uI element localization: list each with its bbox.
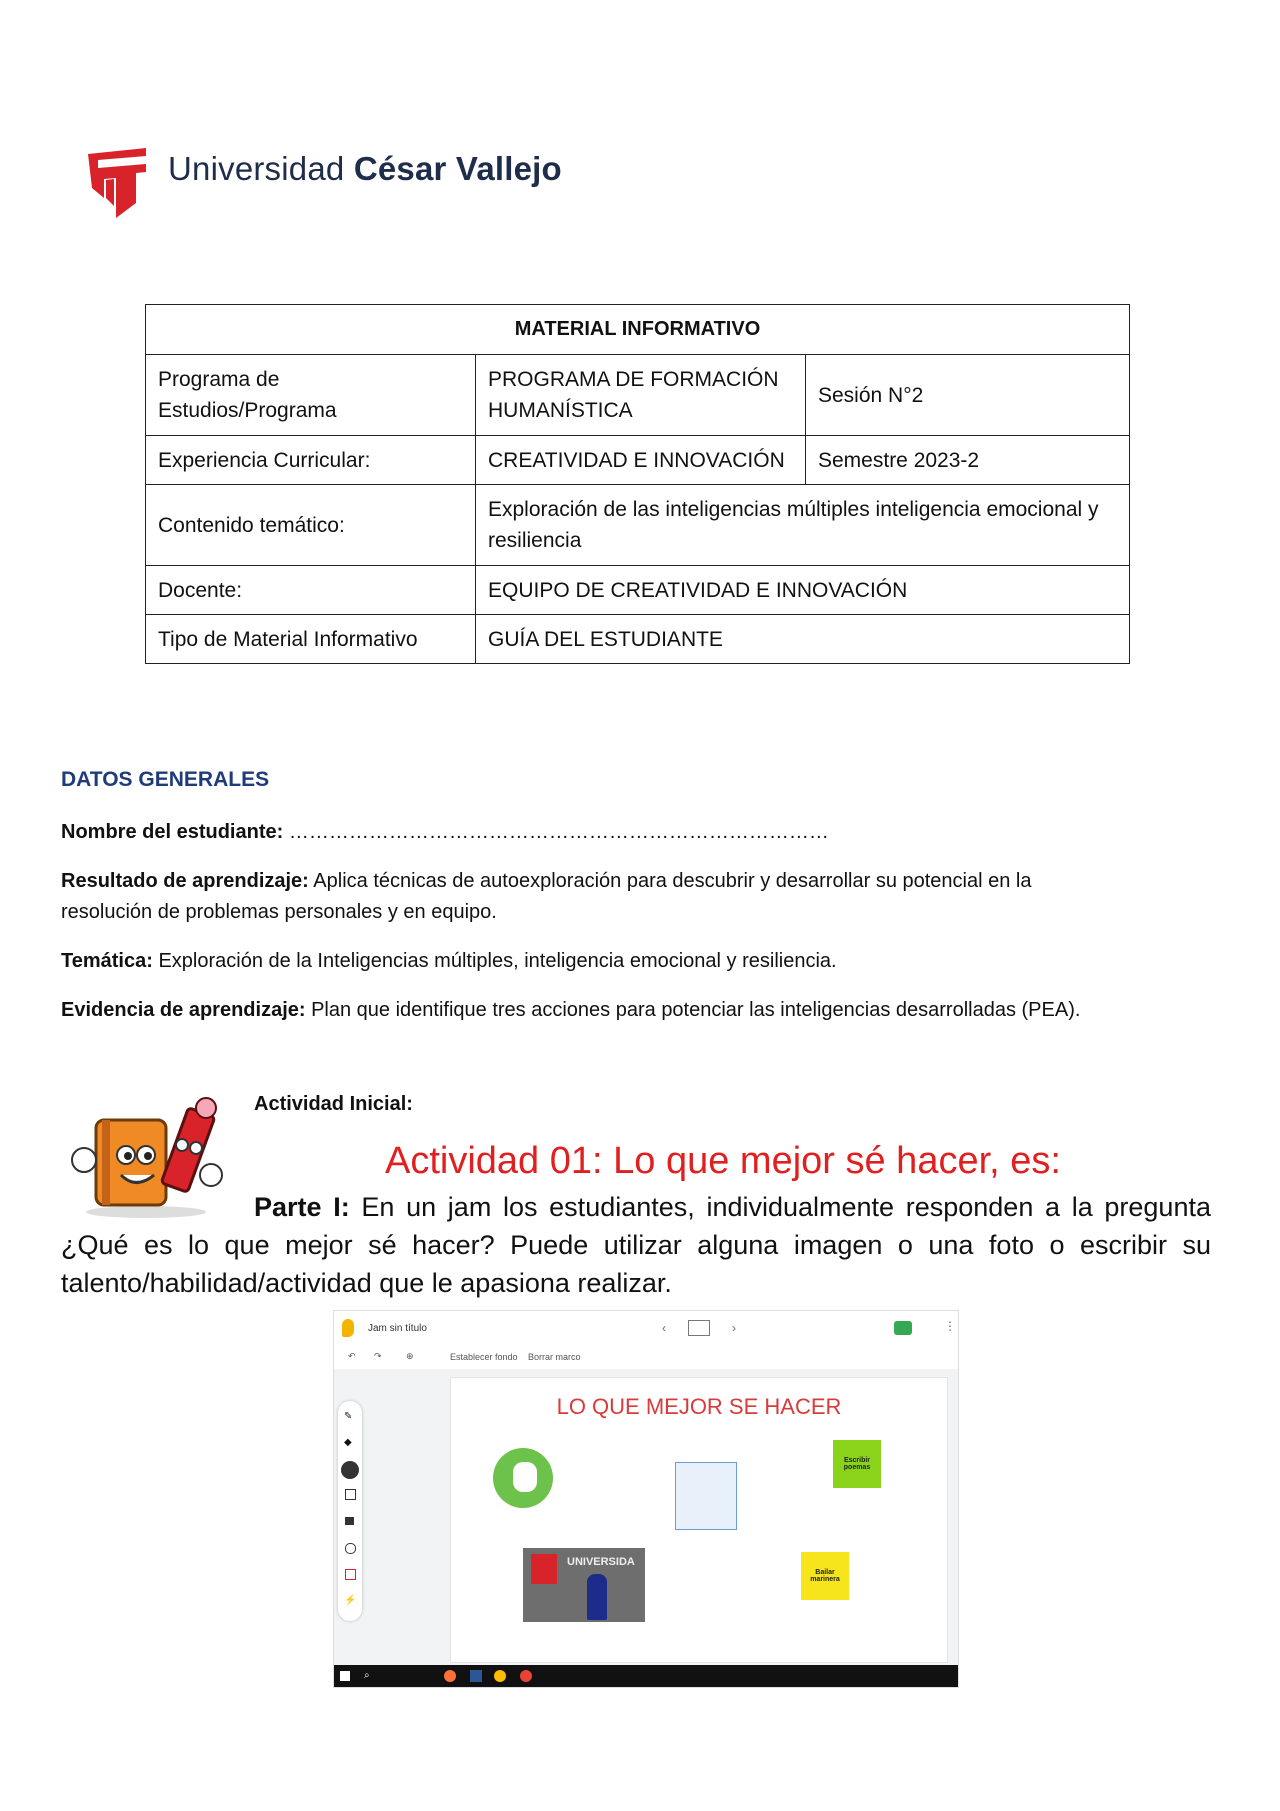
photo-logo-icon bbox=[531, 1554, 557, 1584]
row-teacher-value: EQUIPO DE CREATIVIDAD E INNOVACIÓN bbox=[476, 566, 1130, 615]
jam-side-tools bbox=[338, 1401, 362, 1621]
student-name-value: ……………………………………………………………………… bbox=[283, 821, 829, 843]
part-text: En un jam los estudiantes, individualmente responden a la pregunta ¿Qué es lo que mejor sé hacer? Puede utilizar alguna imagen o una foto o escribir su talento/habilidad/actividad que le apasiona realizar. bbox=[61, 1192, 1211, 1298]
painter-face-icon bbox=[513, 1462, 537, 1492]
jam-canvas[interactable] bbox=[450, 1377, 948, 1663]
topic-value: Exploración de la Inteligencias múltiples, inteligencia emocional y resiliencia. bbox=[152, 950, 837, 972]
row-content-value: Exploración de las inteligencias múltiples inteligencia emocional y resiliencia bbox=[476, 485, 1130, 566]
row-teacher-label: Docente: bbox=[146, 566, 476, 615]
next-frame-icon[interactable]: › bbox=[732, 1321, 736, 1335]
row-session: Sesión N°2 bbox=[806, 355, 1130, 436]
brand-regular: Universidad bbox=[168, 150, 345, 187]
table-title: MATERIAL INFORMATIVO bbox=[146, 305, 1130, 355]
word-icon[interactable] bbox=[470, 1670, 482, 1682]
evidence-label: Evidencia de aprendizaje: bbox=[61, 999, 306, 1021]
student-name-line bbox=[61, 817, 1121, 848]
redo-icon[interactable]: ↷ bbox=[374, 1351, 382, 1361]
pen-icon[interactable]: ✎ bbox=[344, 1411, 353, 1422]
learning-result bbox=[61, 866, 1121, 928]
canvas-title: LO QUE MEJOR SE HACER bbox=[556, 1394, 842, 1419]
jam-logo-icon bbox=[342, 1319, 354, 1337]
jam-toolbar bbox=[334, 1347, 958, 1369]
row-course-value: CREATIVIDAD E INNOVACIÓN bbox=[476, 436, 806, 485]
circle-icon[interactable] bbox=[345, 1543, 356, 1554]
search-icon[interactable]: ⌕ bbox=[364, 1670, 370, 1681]
text-box-icon[interactable] bbox=[345, 1569, 356, 1580]
activity-label: Actividad Inicial: bbox=[254, 1093, 413, 1115]
ucv-logo-icon bbox=[88, 148, 146, 223]
image-icon[interactable] bbox=[345, 1517, 354, 1525]
brand-bold: César Vallejo bbox=[353, 150, 562, 187]
info-table bbox=[145, 304, 1130, 664]
rider-icon[interactable] bbox=[675, 1462, 737, 1530]
row-semester: Semestre 2023-2 bbox=[806, 436, 1130, 485]
eraser-icon[interactable]: ◆ bbox=[344, 1437, 352, 1448]
more-icon[interactable]: ⋮ bbox=[944, 1319, 956, 1333]
jamboard-screenshot bbox=[333, 1310, 959, 1688]
windows-start-icon[interactable] bbox=[340, 1671, 350, 1681]
zoom-icon[interactable]: ⊕ bbox=[406, 1351, 414, 1361]
firefox-icon[interactable] bbox=[444, 1670, 456, 1682]
sticky-note-poems[interactable]: Escribir poemas bbox=[833, 1440, 881, 1488]
chrome-active-icon[interactable] bbox=[520, 1670, 532, 1682]
jam-doc-title: Jam sin título bbox=[368, 1323, 427, 1334]
student-name-label: Nombre del estudiante: bbox=[61, 821, 284, 843]
topic-label: Temática: bbox=[61, 950, 153, 972]
set-background-button[interactable]: Establecer fondo bbox=[450, 1352, 518, 1362]
meet-icon[interactable] bbox=[894, 1321, 912, 1335]
evidence bbox=[61, 995, 1121, 1026]
prev-frame-icon[interactable]: ‹ bbox=[662, 1321, 666, 1335]
select-icon[interactable] bbox=[341, 1461, 359, 1479]
university-photo[interactable] bbox=[523, 1548, 645, 1622]
photo-text: UNIVERSIDA bbox=[567, 1556, 635, 1568]
sticky-note-dance[interactable]: Bailar marinera bbox=[801, 1552, 849, 1600]
windows-taskbar bbox=[334, 1665, 958, 1687]
section-title: DATOS GENERALES bbox=[61, 768, 270, 791]
learning-result-value: Aplica técnicas de autoexploración para descubrir y desarrollar su potencial en la resolución de problemas personales y en equipo. bbox=[61, 870, 1032, 923]
brand-name bbox=[168, 150, 562, 188]
topic bbox=[61, 946, 1121, 977]
row-program-label: Programa de Estudios/Programa bbox=[146, 355, 476, 436]
row-content-label: Contenido temático: bbox=[146, 485, 476, 566]
clear-frame-button[interactable]: Borrar marco bbox=[528, 1352, 581, 1362]
laser-icon[interactable]: ⚡ bbox=[344, 1595, 357, 1606]
part-label: Parte I: bbox=[254, 1192, 350, 1222]
activity-body bbox=[61, 1188, 1211, 1302]
row-type-value: GUÍA DEL ESTUDIANTE bbox=[476, 615, 1130, 664]
evidence-value: Plan que identifique tres acciones para potenciar las inteligencias desarrolladas (PEA). bbox=[305, 999, 1081, 1021]
row-program-value: PROGRAMA DE FORMACIÓN HUMANÍSTICA bbox=[476, 355, 806, 436]
row-type-label: Tipo de Material Informativo bbox=[146, 615, 476, 664]
undo-icon[interactable]: ↶ bbox=[348, 1351, 356, 1361]
sticky-note-icon[interactable] bbox=[345, 1489, 356, 1500]
chrome-icon[interactable] bbox=[494, 1670, 506, 1682]
learning-result-label: Resultado de aprendizaje: bbox=[61, 870, 309, 892]
frame-thumbnail-icon[interactable] bbox=[688, 1320, 710, 1336]
jam-topbar bbox=[334, 1311, 958, 1347]
speaker-figure bbox=[587, 1574, 607, 1620]
activity-title: Actividad 01: Lo que mejor sé hacer, es: bbox=[385, 1140, 1061, 1182]
row-course-label: Experiencia Curricular: bbox=[146, 436, 476, 485]
